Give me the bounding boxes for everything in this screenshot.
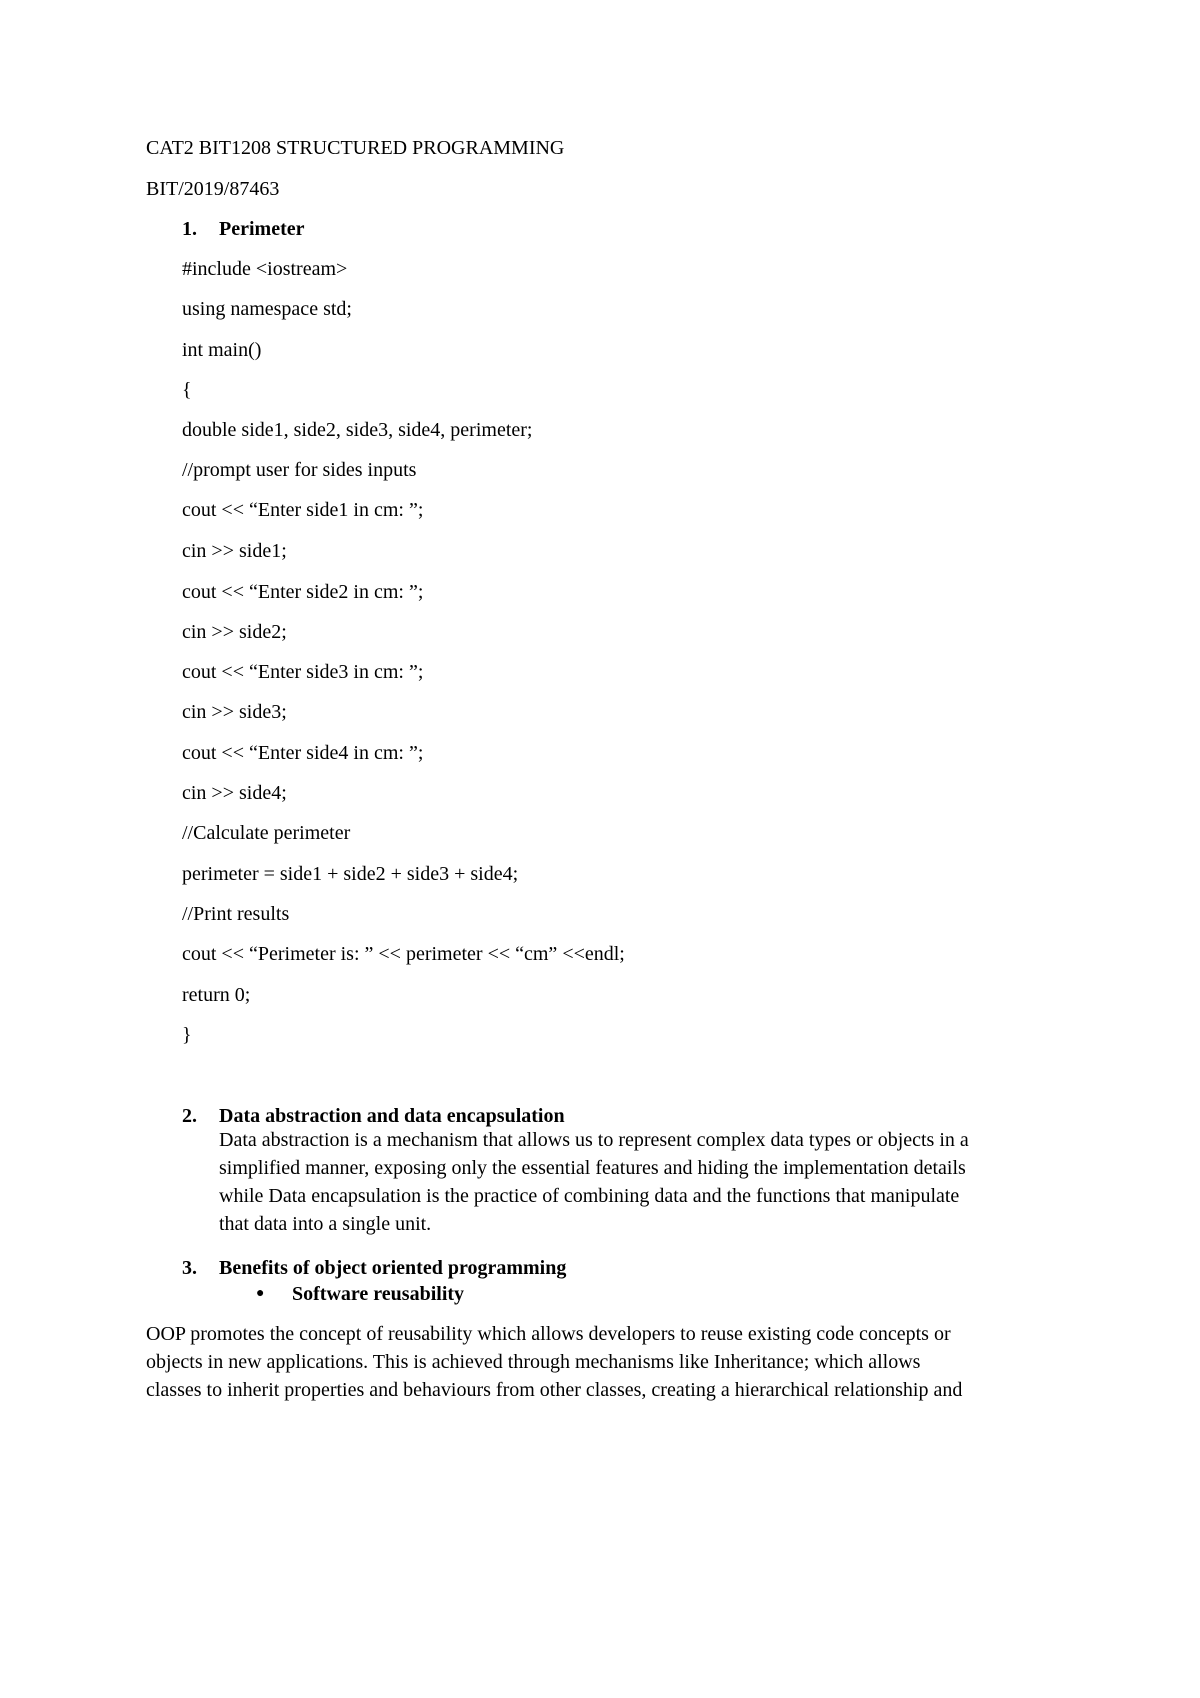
code-line: //Print results [182, 903, 290, 925]
code-line: int main() [182, 339, 262, 361]
section-1-number: 1. [182, 218, 197, 240]
code-line: cout << “Enter side2 in cm: ”; [182, 581, 424, 603]
paragraph-line: while Data encapsulation is the practice of combining data and the functions that manipulate [219, 1185, 960, 1207]
paragraph-line: classes to inherit properties and behaviours from other classes, creating a hierarchical relationship and [146, 1379, 963, 1401]
paragraph-line: Data abstraction is a mechanism that allows us to represent complex data types or objects in a [219, 1129, 969, 1151]
code-line: #include <iostream> [182, 258, 348, 280]
section-3-number: 3. [182, 1257, 197, 1279]
code-line: //Calculate perimeter [182, 822, 351, 844]
code-line: //prompt user for sides inputs [182, 459, 417, 481]
paragraph-line: objects in new applications. This is achieved through mechanisms like Inheritance; which allows [146, 1351, 921, 1373]
code-line: using namespace std; [182, 298, 352, 320]
code-line: return 0; [182, 984, 251, 1006]
code-line: cout << “Perimeter is: ” << perimeter << “cm” <<endl; [182, 943, 625, 965]
section-3-paragraph [146, 1320, 1076, 1404]
bullet-icon: ● [256, 1286, 265, 1301]
code-line: cin >> side3; [182, 701, 287, 723]
section-2-paragraph [219, 1126, 1099, 1238]
registration-number: BIT/2019/87463 [146, 178, 280, 200]
code-line: cin >> side2; [182, 621, 287, 643]
code-line: double side1, side2, side3, side4, perimeter; [182, 419, 533, 441]
paragraph-line: that data into a single unit. [219, 1213, 432, 1235]
paragraph-line: OOP promotes the concept of reusability which allows developers to reuse existing code concepts or [146, 1323, 951, 1345]
document-title: CAT2 BIT1208 STRUCTURED PROGRAMMING [146, 137, 565, 159]
code-line: cout << “Enter side1 in cm: ”; [182, 499, 424, 521]
code-line: cin >> side4; [182, 782, 287, 804]
code-line: cout << “Enter side3 in cm: ”; [182, 661, 424, 683]
code-line: cout << “Enter side4 in cm: ”; [182, 742, 424, 764]
section-1-heading: Perimeter [219, 218, 305, 240]
section-2-heading: Data abstraction and data encapsulation [219, 1105, 565, 1127]
section-2-number: 2. [182, 1105, 197, 1127]
section-3-subheading: Software reusability [292, 1283, 465, 1305]
code-line: perimeter = side1 + side2 + side3 + side4; [182, 863, 519, 885]
code-line: { [182, 379, 192, 401]
code-line: cin >> side1; [182, 540, 287, 562]
section-3-heading: Benefits of object oriented programming [219, 1257, 567, 1279]
code-line: } [182, 1024, 192, 1046]
paragraph-line: simplified manner, exposing only the essential features and hiding the implementation details [219, 1157, 966, 1179]
